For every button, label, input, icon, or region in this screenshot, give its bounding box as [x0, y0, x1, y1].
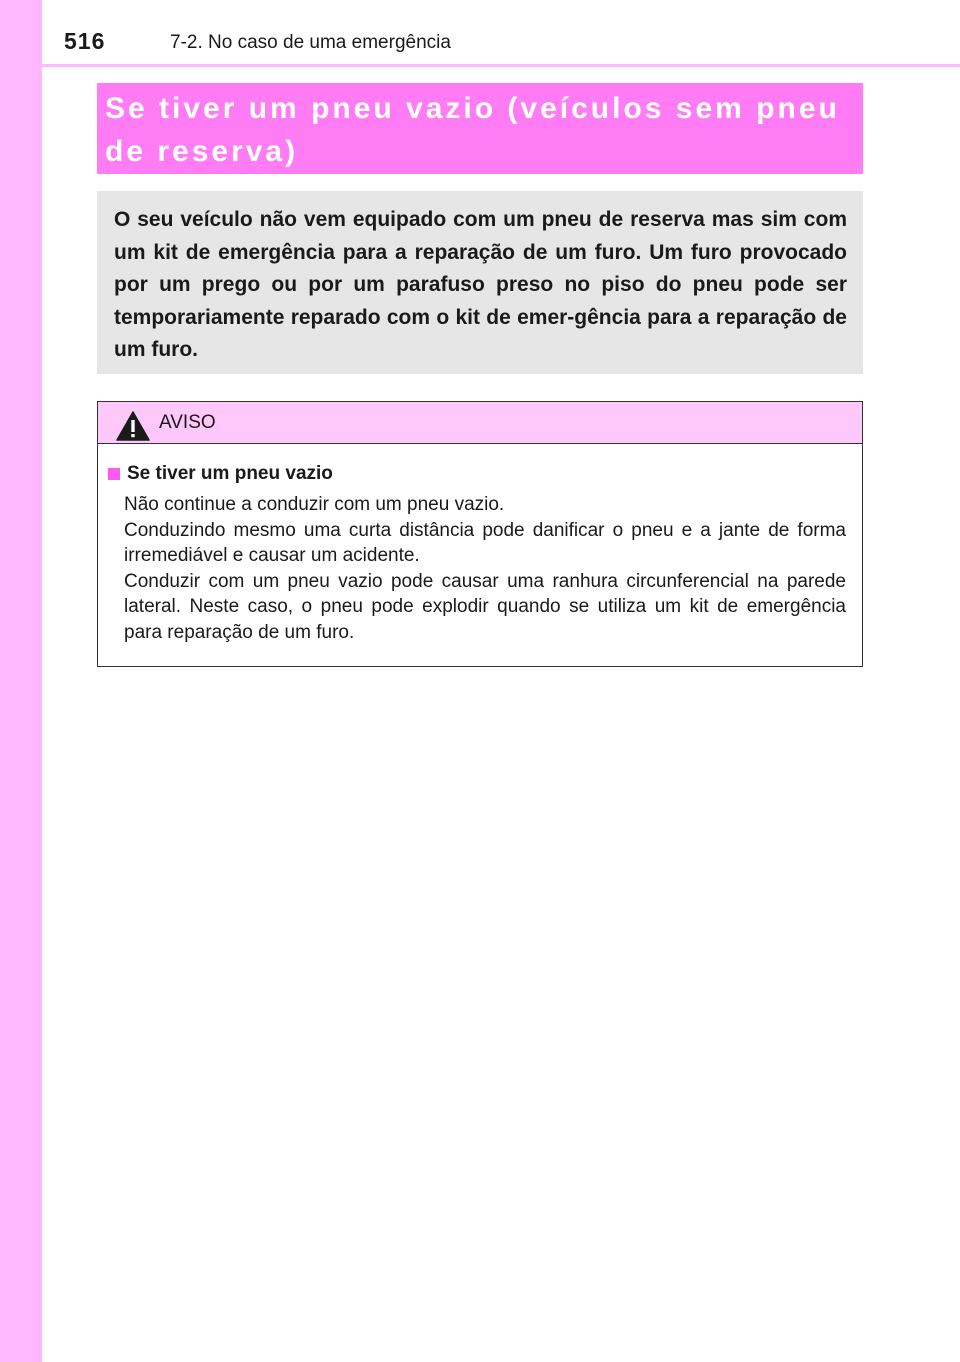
warning-triangle-icon	[116, 411, 150, 441]
square-bullet-icon	[108, 468, 120, 480]
intro-box	[97, 191, 863, 374]
header-rule	[0, 64, 960, 67]
side-color-band	[0, 0, 42, 1362]
warning-box	[97, 401, 863, 667]
warning-paragraph: Conduzir com um pneu vazio pode causar uma ranhura circunferencial na parede lateral. Neste caso, o pneu pode explodir quando se utiliza um kit de emergência para reparação de um furo.	[124, 570, 846, 643]
section-title: Se tiver um pneu vazio (veículos sem pneu de reserva)	[105, 92, 840, 168]
section-title-box	[97, 83, 863, 174]
warning-subheading	[108, 462, 846, 486]
section-label: 7-2. No caso de uma emergência	[170, 32, 451, 53]
intro-text: O seu veículo não vem equipado com um pneu de reserva mas sim com um kit de emergência para a reparação de um furo. Um furo provocado por um prego ou por um parafuso preso no piso do pneu pode ser temporariamente reparado com o kit de emer-gência para a reparação de um furo.	[114, 208, 847, 361]
warning-body	[98, 444, 862, 645]
warning-subheading-text: Se tiver um pneu vazio	[127, 463, 333, 484]
warning-label: AVISO	[159, 412, 216, 433]
warning-header	[98, 402, 862, 444]
warning-paragraph: Não continue a conduzir com um pneu vazio.	[124, 494, 505, 515]
warning-paragraph: Conduzindo mesmo uma curta distância pode danificar o pneu e a jante de forma irremediável e causar um acidente.	[124, 519, 846, 566]
page-number: 516	[64, 28, 106, 54]
